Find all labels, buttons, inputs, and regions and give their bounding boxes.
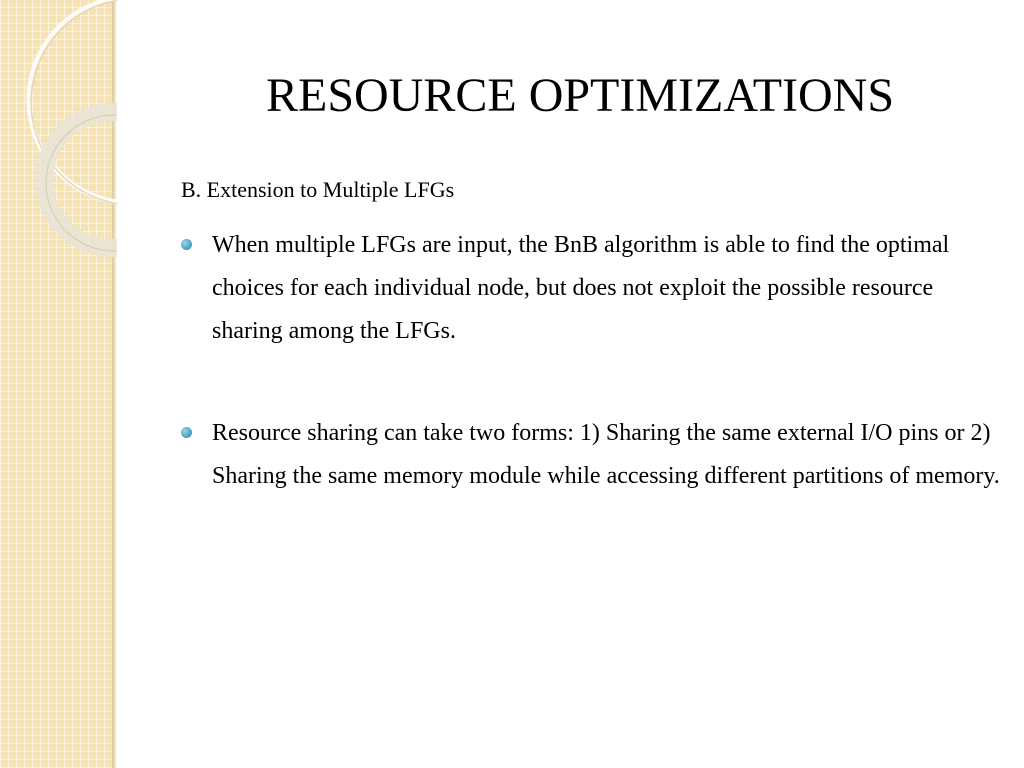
decorative-rings-icon bbox=[0, 0, 117, 260]
round-bullet-icon bbox=[181, 427, 192, 438]
bullet-item bbox=[181, 412, 1001, 498]
bullet-item bbox=[181, 224, 1001, 353]
round-bullet-icon bbox=[181, 239, 192, 250]
section-subheading: B. Extension to Multiple LFGs bbox=[181, 177, 455, 202]
bullet-text: Resource sharing can take two forms: 1) Sharing the same external I/O pins or 2) Sharing the same memory module while accessing different partitions of memory. bbox=[212, 420, 1000, 489]
slide-title: RESOURCE OPTIMIZATIONS bbox=[265, 69, 895, 122]
bullet-text: When multiple LFGs are input, the BnB algorithm is able to find the optimal choices for each individual node, but does not exploit the possible resource sharing among the LFGs. bbox=[212, 232, 950, 344]
bullet-list bbox=[181, 224, 1001, 498]
